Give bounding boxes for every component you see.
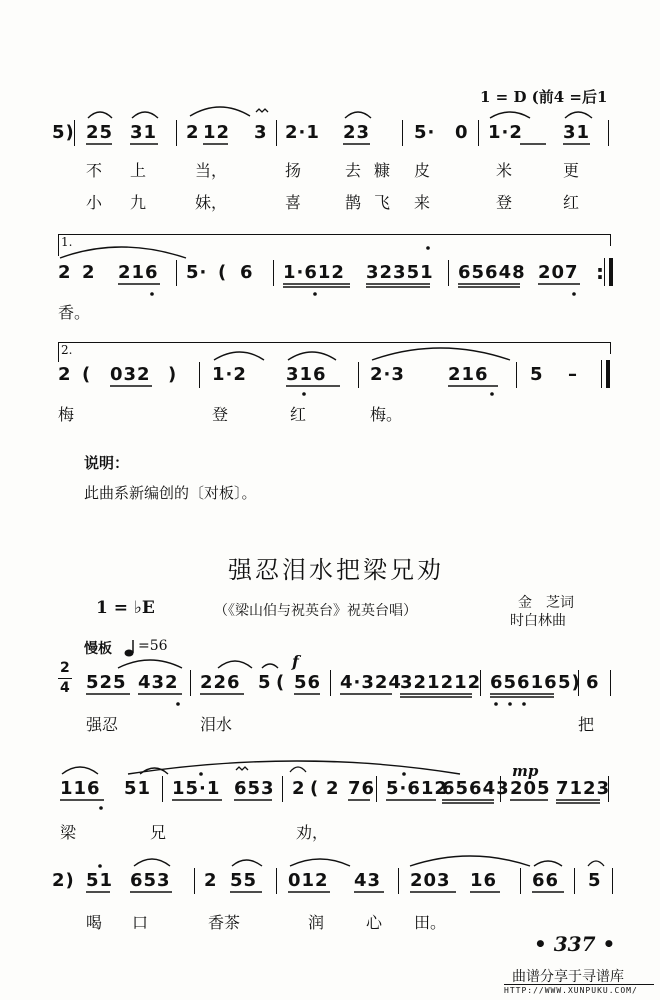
note: ( bbox=[82, 364, 92, 385]
lyric: 兄 bbox=[150, 823, 167, 842]
note: 32351 bbox=[366, 262, 434, 283]
lyric: 皮 bbox=[414, 161, 431, 180]
octave-dot bbox=[199, 772, 203, 776]
slur bbox=[490, 112, 530, 118]
octave-dot bbox=[302, 392, 306, 396]
volta-label: 2. bbox=[61, 343, 73, 357]
octave-dot bbox=[313, 292, 317, 296]
note: 432 bbox=[138, 672, 179, 693]
lyricist-credit: 金 芝词 bbox=[518, 595, 574, 611]
lyric: 劝， bbox=[296, 823, 329, 842]
note: 5) bbox=[558, 672, 581, 693]
note: 2·1 bbox=[285, 122, 320, 143]
note: 207 bbox=[538, 262, 579, 283]
note: 6 bbox=[586, 672, 600, 693]
slur bbox=[232, 860, 262, 866]
slur bbox=[345, 112, 371, 118]
dynamic-mezzo-piano: mp bbox=[512, 762, 539, 780]
key-signature: 1 = ♭E bbox=[96, 598, 155, 618]
note: 5· bbox=[186, 262, 208, 283]
octave-dot bbox=[572, 292, 576, 296]
note: 5 bbox=[588, 870, 602, 891]
slur bbox=[290, 859, 350, 866]
ornament bbox=[236, 767, 248, 770]
lyric: 上 bbox=[130, 161, 147, 180]
slur bbox=[565, 112, 592, 118]
volta-label: 1. bbox=[61, 235, 73, 249]
fermata bbox=[588, 861, 604, 866]
note: 65643 bbox=[442, 778, 510, 799]
lyric: 梅。 bbox=[370, 405, 403, 424]
note: 5·612 bbox=[386, 778, 448, 799]
slur bbox=[134, 859, 170, 866]
note: 65616 bbox=[490, 672, 558, 693]
note: 116 bbox=[60, 778, 101, 799]
note: 316 bbox=[286, 364, 327, 385]
lyric: 润 bbox=[308, 913, 325, 932]
octave-dot bbox=[99, 806, 103, 810]
note: ( bbox=[310, 778, 320, 799]
ornament bbox=[256, 109, 268, 112]
note: 5· bbox=[414, 122, 436, 143]
note: 15·1 bbox=[172, 778, 221, 799]
lyric: 去 bbox=[345, 161, 362, 180]
octave-dot bbox=[522, 702, 526, 706]
note: 3 bbox=[254, 122, 268, 143]
lyric: 当， bbox=[195, 161, 228, 180]
note: 1·2 bbox=[212, 364, 247, 385]
octave-dot bbox=[494, 702, 498, 706]
lyric: 梅 bbox=[58, 405, 75, 424]
note: 4·324 bbox=[340, 672, 402, 693]
note: 321212 bbox=[400, 672, 482, 693]
note: 203 bbox=[410, 870, 451, 891]
footer-site-name: 曲谱分享于寻谱库 bbox=[512, 969, 624, 985]
note: 65648 bbox=[458, 262, 526, 283]
tempo-value: =56 bbox=[138, 638, 168, 654]
lyric: 妹， bbox=[195, 193, 228, 212]
note: 51 bbox=[86, 870, 114, 891]
lyric: 糠 bbox=[374, 161, 391, 180]
key-change-label: 1 = D (前4 =后1 bbox=[480, 88, 608, 106]
note: 032 bbox=[110, 364, 151, 385]
note: 2 bbox=[58, 262, 72, 283]
note: ( bbox=[218, 262, 228, 283]
explanation-heading: 说明： bbox=[84, 454, 130, 472]
note: 0 bbox=[455, 122, 469, 143]
slur bbox=[60, 247, 186, 258]
octave-dot bbox=[426, 246, 430, 250]
octave-dot bbox=[508, 702, 512, 706]
note: 216 bbox=[118, 262, 159, 283]
note: 2 bbox=[204, 870, 218, 891]
octave-dot bbox=[490, 392, 494, 396]
note: 525 bbox=[86, 672, 127, 693]
lyric: 梁 bbox=[60, 823, 77, 842]
slur bbox=[410, 856, 530, 866]
note: 31 bbox=[563, 122, 591, 143]
slur bbox=[288, 352, 336, 360]
lyric: 九 bbox=[130, 193, 147, 212]
repeat-dots: : bbox=[596, 260, 605, 284]
note: 56 bbox=[294, 672, 322, 693]
lyric: 鹊 bbox=[345, 193, 362, 212]
note: ( bbox=[276, 672, 286, 693]
note: 2 bbox=[326, 778, 340, 799]
note: 5) bbox=[52, 122, 75, 143]
note: 12 bbox=[203, 122, 231, 143]
slur bbox=[214, 352, 264, 360]
note: 2 bbox=[186, 122, 200, 143]
note: 012 bbox=[288, 870, 329, 891]
note: 43 bbox=[354, 870, 382, 891]
lyric: 把 bbox=[578, 715, 595, 734]
slur bbox=[218, 661, 252, 668]
note: 51 bbox=[124, 778, 152, 799]
song-title: 强忍泪水把梁兄劝 bbox=[228, 556, 444, 584]
song-source: （《梁山伯与祝英台》祝英台唱） bbox=[214, 603, 417, 619]
note: 5 bbox=[530, 364, 544, 385]
note: 55 bbox=[230, 870, 258, 891]
explanation-text: 此曲系新编创的〔对板〕。 bbox=[84, 484, 257, 502]
note: 226 bbox=[200, 672, 241, 693]
lyric: 香。 bbox=[58, 303, 91, 322]
slur bbox=[262, 664, 278, 668]
slur bbox=[190, 107, 250, 116]
lyric: 米 bbox=[496, 161, 513, 180]
lyric: 强忍 bbox=[86, 715, 119, 734]
note: 76 bbox=[348, 778, 376, 799]
note: 5 bbox=[258, 672, 272, 693]
slur bbox=[62, 767, 98, 774]
lyric: 小 bbox=[86, 193, 103, 212]
lyric: 扬 bbox=[285, 161, 302, 180]
page-number: • 337 • bbox=[534, 932, 616, 956]
footer-url: HTTP://WWW.XUNPUKU.COM/ bbox=[504, 986, 638, 995]
lyric: 口 bbox=[132, 913, 149, 932]
note: 1·2 bbox=[488, 122, 523, 143]
note: 23 bbox=[343, 122, 371, 143]
time-signature-bottom: 4 bbox=[60, 680, 71, 696]
lyric: 泪水 bbox=[200, 715, 233, 734]
note: ) bbox=[168, 364, 178, 385]
note: 205 bbox=[510, 778, 551, 799]
note: 216 bbox=[448, 364, 489, 385]
lyric: 不 bbox=[86, 161, 103, 180]
lyric: 喜 bbox=[285, 193, 302, 212]
fermata bbox=[290, 767, 306, 772]
note: 66 bbox=[532, 870, 560, 891]
lyric: 更 bbox=[563, 161, 580, 180]
lyric: 登 bbox=[212, 405, 229, 424]
lyric: 香茶 bbox=[208, 913, 241, 932]
slur bbox=[118, 660, 182, 668]
lyric: 心 bbox=[366, 913, 383, 932]
octave-dot bbox=[150, 292, 154, 296]
octave-dot bbox=[98, 864, 102, 868]
composer-credit: 时白林曲 bbox=[510, 613, 566, 629]
note: 2 bbox=[82, 262, 96, 283]
time-signature-top: 2 bbox=[60, 660, 71, 676]
tempo-marking: 慢板 bbox=[84, 641, 112, 657]
note: 2) bbox=[52, 870, 75, 891]
note: 653 bbox=[130, 870, 171, 891]
lyric: 飞 bbox=[374, 193, 391, 212]
lyric: 红 bbox=[290, 405, 307, 424]
note: 653 bbox=[234, 778, 275, 799]
note: 2 bbox=[58, 364, 72, 385]
note: 2·3 bbox=[370, 364, 405, 385]
note: 7123 bbox=[556, 778, 611, 799]
note: – bbox=[568, 364, 578, 385]
slur bbox=[534, 861, 562, 866]
lyric: 田。 bbox=[414, 913, 447, 932]
note: 6 bbox=[240, 262, 254, 283]
slur bbox=[132, 112, 158, 118]
dynamic-forte: f bbox=[292, 652, 299, 671]
note: 1·612 bbox=[283, 262, 345, 283]
lyric: 红 bbox=[563, 193, 580, 212]
note: 16 bbox=[470, 870, 498, 891]
octave-dot bbox=[402, 772, 406, 776]
lyric: 登 bbox=[496, 193, 513, 212]
octave-dot bbox=[176, 702, 180, 706]
slur bbox=[372, 348, 510, 360]
note: 2 bbox=[292, 778, 306, 799]
lyric: 来 bbox=[414, 193, 431, 212]
note: 31 bbox=[130, 122, 158, 143]
note: 25 bbox=[86, 122, 114, 143]
lyric: 喝 bbox=[86, 913, 103, 932]
slur bbox=[88, 112, 112, 118]
